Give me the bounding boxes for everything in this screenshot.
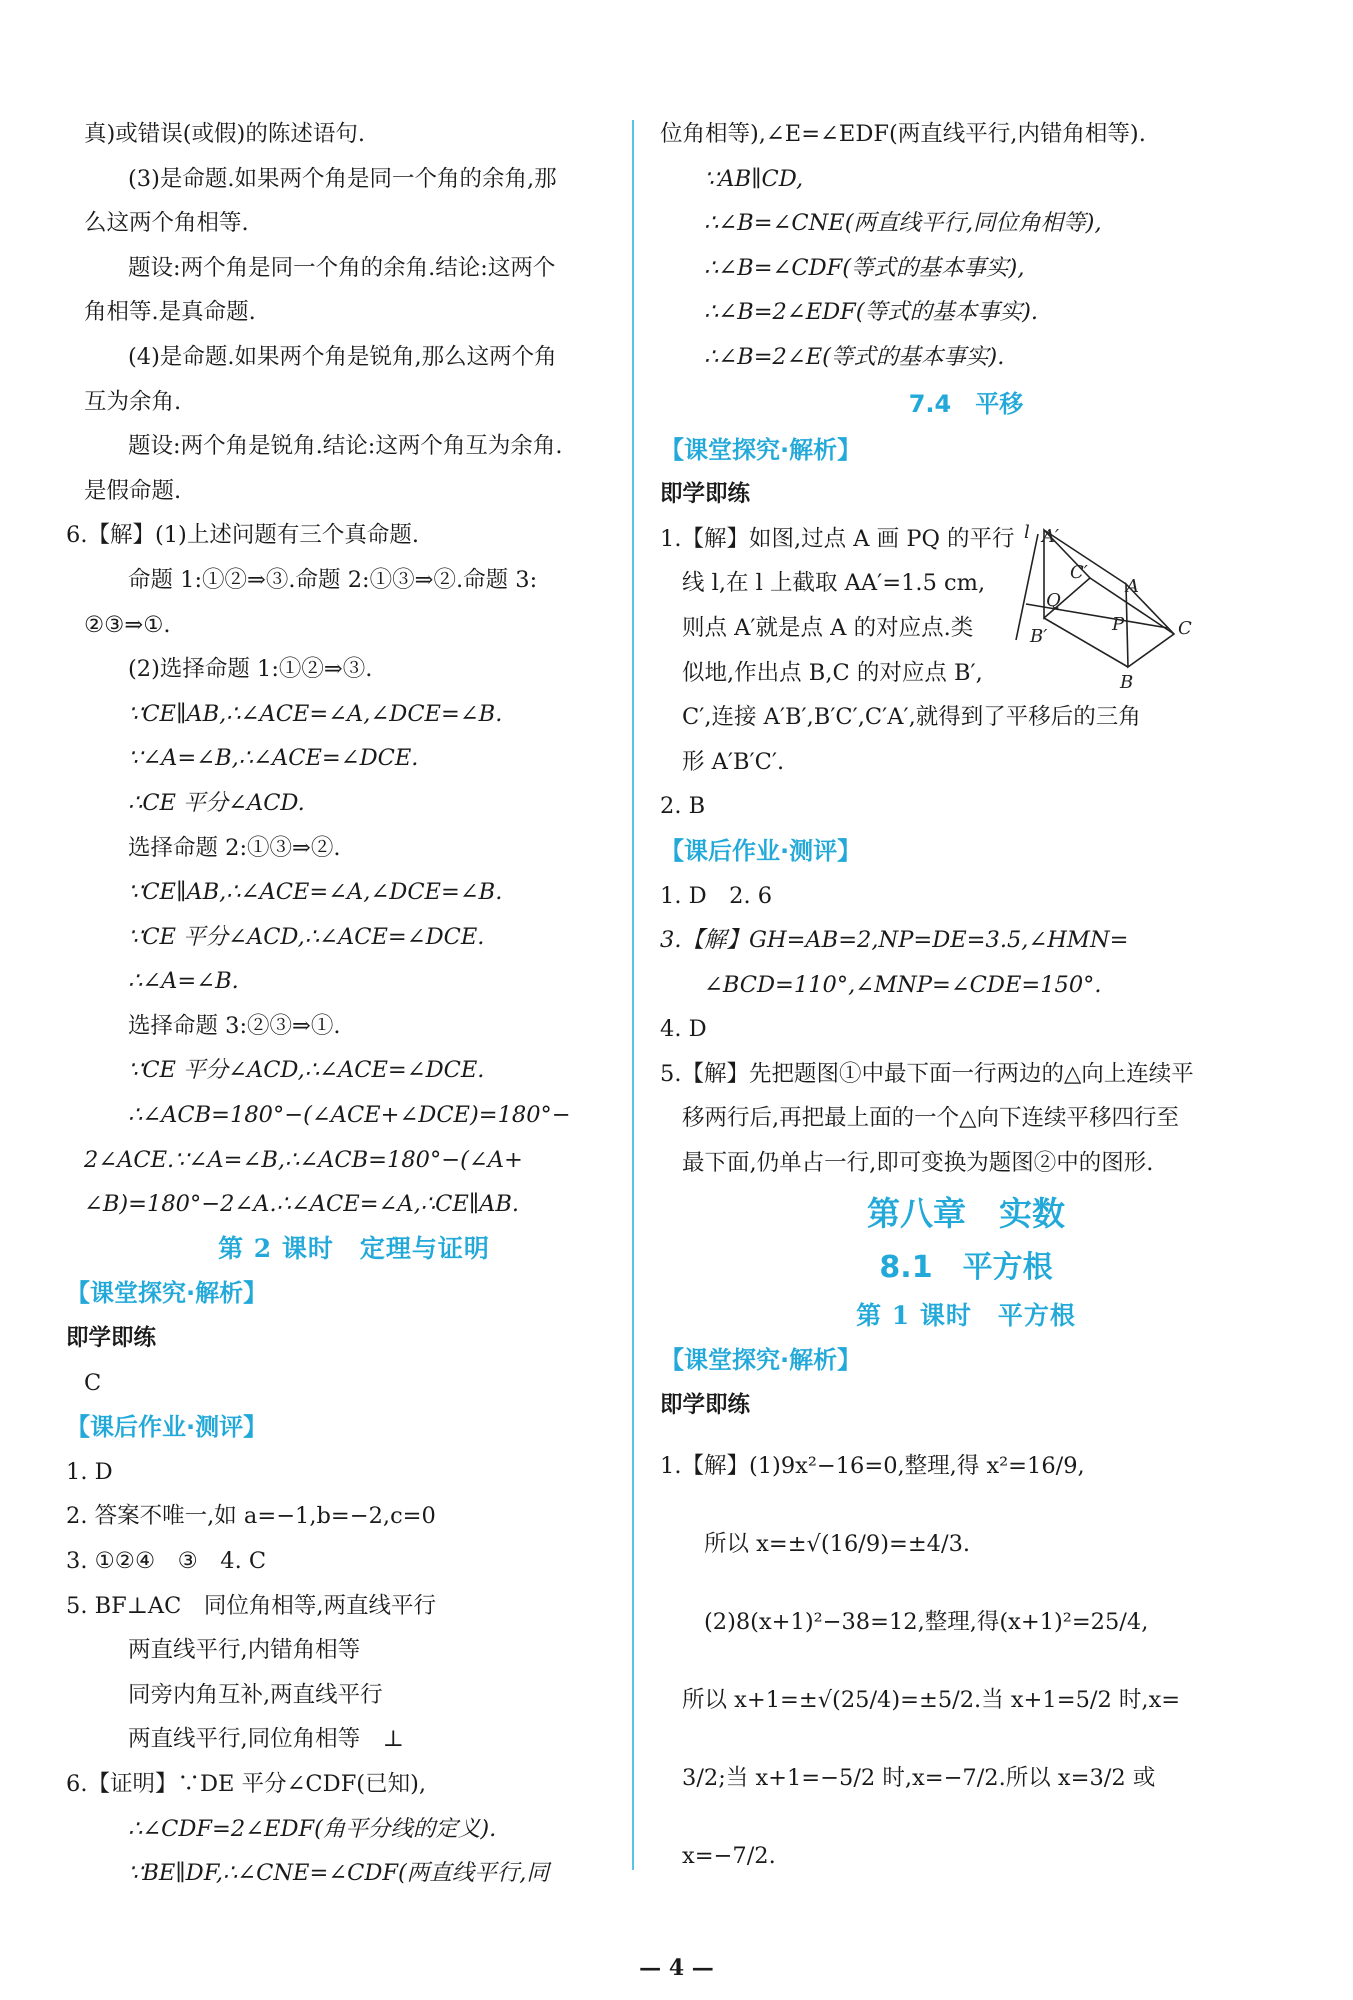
math-line: x=−7/2. bbox=[682, 1843, 776, 1870]
translation-figure bbox=[1008, 522, 1202, 692]
answer: 6.【证明】∵DE 平分∠CDF(已知), bbox=[66, 1770, 427, 1797]
text-line: ∵∠A=∠B,∴∠ACE=∠DCE. bbox=[128, 745, 419, 772]
section-title: 8.1 平方根 bbox=[879, 1249, 1053, 1285]
text-line: 则点 A′就是点 A 的对应点.类 bbox=[682, 614, 974, 641]
text-line: ∵AB∥CD, bbox=[704, 165, 804, 192]
section-label: 【课后作业·测评】 bbox=[660, 836, 862, 865]
text-line: 命题 1:①②⇒③.命题 2:①③⇒②.命题 3: bbox=[128, 566, 538, 593]
figure-label: C′ bbox=[1070, 562, 1088, 583]
subsection-label: 即学即练 bbox=[660, 481, 751, 508]
text-line: 位角相等),∠E=∠EDF(两直线平行,内错角相等). bbox=[660, 121, 1146, 147]
text-line: ∴CE 平分∠ACD. bbox=[128, 789, 305, 816]
text-line: ∴∠B=∠CNE(两直线平行,同位角相等), bbox=[704, 210, 1102, 237]
lesson-title: 第 2 课时 定理与证明 bbox=[218, 1233, 490, 1263]
answer: 4. D bbox=[660, 1016, 707, 1043]
lesson-title: 第 1 课时 平方根 bbox=[856, 1300, 1076, 1330]
math-line: 所以 x+1=±√(25/4)=±5/2.当 x+1=5/2 时,x= bbox=[682, 1687, 1181, 1714]
text-line: 么这两个角相等. bbox=[84, 210, 249, 237]
answer: 1. D bbox=[66, 1458, 113, 1485]
text-line: ∴∠B=2∠E(等式的基本事实). bbox=[704, 343, 1005, 370]
text-line: ∴∠ACB=180°−(∠ACE+∠DCE)=180°− bbox=[128, 1102, 571, 1129]
text-line: 形 A′B′C′. bbox=[682, 748, 785, 775]
answer: ∠BCD=110°,∠MNP=∠CDE=150°. bbox=[704, 971, 1102, 998]
figure-label: B′ bbox=[1030, 626, 1048, 647]
answer: C bbox=[84, 1369, 102, 1396]
answer: 移两行后,再把最上面的一个△向下连续平移四行至 bbox=[682, 1105, 1179, 1132]
section-label: 【课堂探究·解析】 bbox=[66, 1279, 268, 1308]
text-line: 选择命题 2:①③⇒②. bbox=[128, 834, 341, 861]
math-line: 1.【解】(1)9x²−16=0,整理,得 x²=16/9, bbox=[660, 1453, 1085, 1480]
answer: 两直线平行,同位角相等 ⊥ bbox=[128, 1726, 404, 1753]
page-number: — 4 — bbox=[639, 1955, 714, 1981]
section-title: 7.4 平移 bbox=[908, 389, 1024, 418]
answer: 2. B bbox=[660, 793, 706, 820]
figure-label: A′ bbox=[1042, 526, 1060, 547]
text-line: 是假命题. bbox=[84, 477, 182, 504]
text-line: ∵CE∥AB,∴∠ACE=∠A,∠DCE=∠B. bbox=[128, 879, 503, 906]
section-label: 【课堂探究·解析】 bbox=[660, 1346, 862, 1375]
answer: 最下面,仍单占一行,即可变换为题图②中的图形. bbox=[682, 1150, 1154, 1177]
text-line: ∵CE 平分∠ACD,∴∠ACE=∠DCE. bbox=[128, 923, 485, 950]
figure-label: l bbox=[1024, 522, 1030, 543]
text-line: ②③⇒①. bbox=[84, 611, 171, 638]
text-line: ∠B)=180°−2∠A.∴∠ACE=∠A,∴CE∥AB. bbox=[84, 1191, 520, 1218]
section-label: 【课堂探究·解析】 bbox=[660, 435, 862, 464]
text-line: 似地,作出点 B,C 的对应点 B′, bbox=[682, 659, 983, 686]
text-line: C′,连接 A′B′,B′C′,C′A′,就得到了平移后的三角 bbox=[682, 704, 1141, 731]
column-divider bbox=[632, 120, 634, 1870]
figure-label: B bbox=[1120, 672, 1134, 692]
figure-label: Q bbox=[1046, 590, 1061, 611]
text-line: (3)是命题.如果两个角是同一个角的余角,那 bbox=[128, 165, 557, 192]
left-column bbox=[66, 112, 624, 1896]
text-line: ∴∠B=2∠EDF(等式的基本事实). bbox=[704, 299, 1039, 326]
text-line: 题设:两个角是同一个角的余角.结论:这两个 bbox=[128, 254, 556, 281]
text-line: 2∠ACE.∵∠A=∠B,∴∠ACB=180°−(∠A+ bbox=[84, 1146, 523, 1173]
right-column bbox=[660, 112, 1272, 1895]
chapter-title: 第八章 实数 bbox=[867, 1193, 1065, 1233]
answer: 2. 答案不唯一,如 a=−1,b=−2,c=0 bbox=[66, 1503, 436, 1530]
text-line: 互为余角. bbox=[84, 388, 182, 415]
text-line: ∵CE∥AB,∴∠ACE=∠A,∠DCE=∠B. bbox=[128, 700, 503, 727]
answer: 5.【解】先把题图①中最下面一行两边的△向上连续平 bbox=[660, 1060, 1194, 1087]
answer: ∵BE∥DF,∴∠CNE=∠CDF(两直线平行,同 bbox=[128, 1860, 549, 1887]
text-line: 题设:两个角是锐角.结论:这两个角互为余角. bbox=[128, 433, 563, 460]
line-l bbox=[1016, 534, 1038, 640]
answer: 3.【解】GH=AB=2,NP=DE=3.5,∠HMN= bbox=[660, 927, 1129, 954]
text-line: 角相等.是真命题. bbox=[84, 299, 256, 326]
subsection-label: 即学即练 bbox=[660, 1391, 751, 1418]
text-line: 线 l,在 l 上截取 AA′=1.5 cm, bbox=[682, 570, 986, 597]
text-line: 真)或错误(或假)的陈述语句. bbox=[84, 121, 365, 147]
math-line: 所以 x=±√(16/9)=±4/3. bbox=[704, 1531, 971, 1558]
answer: 同旁内角互补,两直线平行 bbox=[128, 1681, 383, 1708]
figure-label: A bbox=[1126, 576, 1139, 597]
text-line: (2)选择命题 1:①②⇒③. bbox=[128, 656, 373, 683]
text-line: 1.【解】如图,过点 A 画 PQ 的平行 bbox=[660, 525, 1015, 552]
text-line: ∴∠B=∠CDF(等式的基本事实), bbox=[704, 254, 1025, 281]
answer: ∴∠CDF=2∠EDF(角平分线的定义). bbox=[128, 1815, 497, 1842]
text-line: 选择命题 3:②③⇒①. bbox=[128, 1012, 341, 1039]
section-label: 【课后作业·测评】 bbox=[66, 1413, 268, 1442]
answer: 两直线平行,内错角相等 bbox=[128, 1637, 361, 1664]
math-line: 3/2;当 x+1=−5/2 时,x=−7/2.所以 x=3/2 或 bbox=[682, 1765, 1156, 1792]
math-line: (2)8(x+1)²−38=12,整理,得(x+1)²=25/4, bbox=[704, 1609, 1149, 1636]
text-line: (4)是命题.如果两个角是锐角,那么这两个角 bbox=[128, 343, 557, 370]
text-line: ∵CE 平分∠ACD,∴∠ACE=∠DCE. bbox=[128, 1057, 485, 1084]
answer: 3. ①②④ ③ 4. C bbox=[66, 1548, 267, 1574]
subsection-label: 即学即练 bbox=[66, 1325, 157, 1352]
answer: 1. D 2. 6 bbox=[660, 882, 773, 909]
question-6: 6.【解】(1)上述问题有三个真命题. bbox=[66, 522, 419, 549]
text-line: ∴∠A=∠B. bbox=[128, 968, 239, 995]
answer: 5. BF⊥AC 同位角相等,两直线平行 bbox=[66, 1592, 437, 1619]
figure-label: C bbox=[1178, 618, 1192, 639]
figure-label: P bbox=[1112, 614, 1125, 635]
